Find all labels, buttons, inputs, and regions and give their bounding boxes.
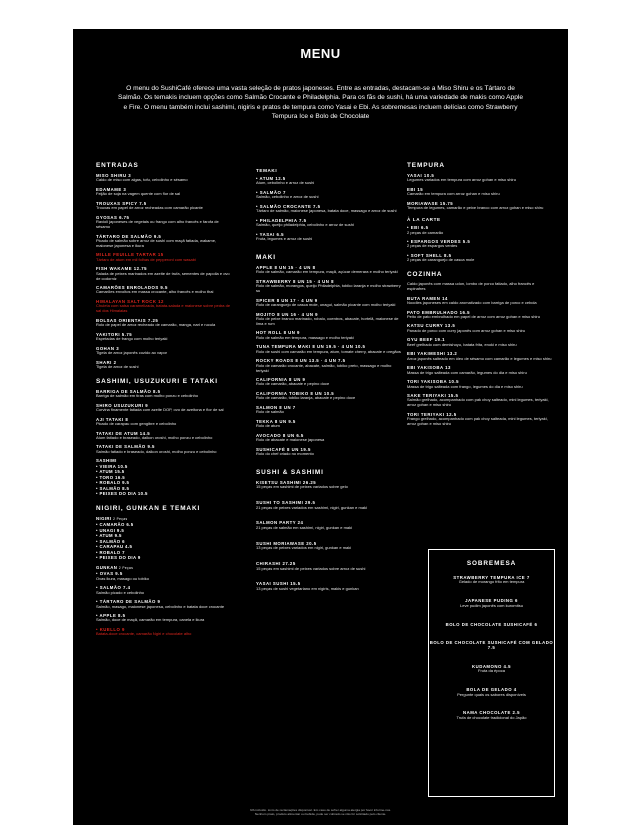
section-title-a-la-carte: À LA CARTE	[407, 217, 441, 223]
list-item: • PEIXES DO DIA 9	[96, 555, 141, 561]
menu-item	[96, 571, 231, 581]
item-desc: Ovas ikura, masago ou tobiko	[96, 575, 149, 581]
menu-item	[407, 323, 552, 333]
item-name: TATAKI DE ATUM 14.5	[96, 430, 151, 436]
item-name: TUNA TEMPURA MAKI 8 UN 19.5 · 4 UN 10.5	[256, 344, 366, 350]
list-item: • SALMÃO 6	[96, 538, 125, 544]
menu-item-highlight	[96, 299, 231, 314]
item-name: • PHILADELPHIA 7.5	[256, 217, 307, 223]
item-name: CALIFORNIA TOBIKO 8 UN 10.5	[256, 390, 335, 396]
item-desc: Tempura de legumes, camarão e peixe branco com arroz gohan e miso shiru	[407, 205, 544, 211]
dessert-item	[429, 598, 554, 608]
menu-item	[407, 296, 552, 306]
item-name: MOJITO 8 UN 16 · 4 UN 9	[256, 311, 319, 317]
menu-item	[256, 218, 404, 228]
item-desc: Batata-doce crocante, camarão Ngiri e chocolate alho	[96, 631, 192, 637]
menu-item	[256, 232, 404, 242]
list-item: • ROBALO 9.5	[96, 480, 130, 486]
section-title-sobremesa: SOBREMESA	[466, 560, 517, 567]
menu-item	[256, 447, 404, 457]
item-desc: Salmão, queijo philadelphia, cebolinho e arroz de sushi	[256, 222, 354, 228]
section-title-maki: MAKI	[256, 253, 276, 261]
menu-item	[407, 201, 552, 211]
item-name: GYOSAS 6.75	[96, 214, 130, 220]
item-desc: Caldo japonês com massa udon, lombo de porco fatiado, alho francês e espinafres	[407, 281, 535, 292]
item-name: AVOCADO 8 UN 6.5	[256, 432, 304, 438]
item-desc: Rolo de salmão, camarão em tempura, maçã, açúcar demerara e molho teriyaki	[256, 269, 398, 275]
item-desc: Feijão de soja na vagem quente com flor de sal	[96, 191, 181, 197]
sashimi-price-list	[96, 458, 231, 497]
item-name: JAPANESE PUDING 6	[465, 598, 518, 604]
menu-item	[256, 541, 404, 551]
menu-item	[407, 412, 552, 427]
item-name: TEKKA 8 UN 9.5	[256, 418, 296, 424]
item-desc: Salmão, masago, maionese japonesa, cebolinho e batata doce crocante	[96, 603, 225, 609]
item-desc: 13 peças de sushi vegetariano em nigiris, makis e gunkan	[256, 585, 359, 591]
item-name: TORI TERIYAKI 12.5	[407, 411, 457, 417]
item-desc: Salada de peixes marinados em azeite de trufa, sementes de papoila e ovo de codorniz	[96, 270, 230, 281]
item-desc: Trouxas em papel de arroz recheadas com camarão picante	[96, 205, 203, 211]
dessert-item	[429, 575, 554, 585]
item-name: BUTA RAMEN 14	[407, 295, 448, 301]
item-name: • ESPARGOS VERDES 5.5	[407, 239, 471, 245]
item-desc: Rolo do chef criado no momento	[256, 450, 314, 456]
item-name: GOHAN 3	[96, 345, 120, 351]
column-middle	[256, 168, 404, 595]
menu-item	[256, 265, 404, 275]
item-desc: Rolo de caranguejo de casca mole, unagui, salmão picante com molho teriyaki	[256, 302, 396, 308]
list-item: • ROBALO 7	[96, 549, 125, 555]
item-name: YASAI 10.5	[407, 173, 435, 178]
item-desc: 2 peças de caranguejo de casca mole	[407, 257, 475, 263]
item-name: • TÁRTARO DE SALMÃO 9	[96, 599, 161, 605]
item-desc: Salmão, doce de maçã, camarão em tempura, canela e ikura	[96, 617, 205, 623]
item-name: YAKITORI 5.75	[96, 331, 133, 337]
item-desc: Espetadas de frango com molho teriyaki	[96, 336, 168, 342]
item-desc: Frango grelhado, acompanhado com pak choy salteada, mini legumes, teriyaki, arroz gohan e miso shiru	[407, 416, 548, 427]
menu-item	[96, 266, 231, 281]
item-desc: Rolo de sushi com camarão em tempura, atum, tomate cherry, abacate e oregãos	[256, 348, 401, 354]
menu-item	[96, 403, 231, 413]
item-desc: Salmão picado e cebolinho	[96, 589, 145, 595]
menu-item	[407, 393, 552, 408]
item-name: STRAWBERRY 8 UN 15 · 4 UN 8	[256, 278, 334, 284]
item-name: • SALMÃO CROCANTE 7.5	[256, 203, 321, 209]
menu-item	[407, 379, 552, 389]
menu-item	[256, 312, 404, 327]
column-left	[96, 162, 231, 641]
item-name: BOLSAS ORIENTAIS 7.25	[96, 317, 159, 323]
item-name: SALMON 8 UN 7	[256, 404, 296, 410]
dessert-item	[429, 687, 554, 697]
gunkan-list	[96, 571, 231, 637]
sashimi-list	[96, 389, 231, 455]
item-desc: Peito de pato embrulhado em papel de arroz com arroz gohan e miso shiru	[407, 313, 540, 319]
item-name: HOT ROLL 8 UN 9	[256, 330, 300, 336]
item-desc: Corvina finamente fatiada com azeite DOP, ovo de azeitona e flor de sal	[96, 407, 224, 413]
item-desc: Noodles japoneses em caldo aromatizado com barriga de porco e cebola	[407, 300, 537, 306]
item-name: SPICER 8 UN 17 · 4 UN 9	[256, 297, 318, 303]
item-desc: Atum, cebolinho e arroz de sushi	[256, 180, 315, 186]
item-name: • APPLE 8.5	[96, 613, 126, 619]
item-desc: Beef grelhado com demishoyu, batata frita, enoki e miso shiru	[407, 341, 517, 347]
column-right	[407, 162, 552, 431]
section-title-sushi-sashimi: SUSHI & SASHIMI	[256, 468, 324, 476]
menu-item	[256, 433, 404, 443]
item-desc: Leve pudim japonês com kuromitsu	[460, 602, 523, 608]
item-name: • SALMÃO 7.4	[96, 585, 131, 591]
item-desc: Chuleta com salsa caramelizada, batata-salada e maionese sobre pedra de sal dos Himalaias	[96, 303, 231, 314]
item-name: • OVAS 9.5	[96, 571, 123, 577]
menu-item-highlight	[96, 252, 231, 262]
item-desc: Rolo de camarão, tobiko laranja, abacate e pepino doce	[256, 395, 356, 401]
item-name: • KUELLO 9	[96, 626, 125, 632]
item-name: KISETSU SASHIMI 26.25	[256, 479, 317, 485]
section-title-tempura: TEMPURA	[407, 162, 445, 169]
item-desc: Tigela de arroz japonês cozido ao vapor	[96, 350, 168, 355]
menu-item	[256, 279, 404, 294]
item-desc: Camarões envoltos em massa crocante, alho francês e molho thai	[96, 289, 214, 295]
item-name: FISH WAKAME 12.75	[96, 266, 148, 272]
item-name: KUDAMONO 4.5	[472, 663, 511, 669]
menu-item	[407, 282, 552, 292]
menu-item	[96, 173, 231, 183]
menu-item	[96, 332, 231, 342]
menu-item	[96, 431, 231, 441]
list-item: • CARAPAU 4.5	[96, 544, 133, 550]
menu-item	[96, 585, 231, 595]
sushi-sashimi-list	[256, 480, 404, 592]
item-name: SHARI 2	[96, 359, 117, 365]
menu-item	[256, 298, 404, 308]
item-name: SALMON PARTY 24	[256, 520, 304, 526]
list-note: 2 Peças	[118, 565, 134, 570]
item-name: MORIAWASE 15.75	[407, 200, 454, 206]
cozinha-list	[407, 282, 552, 427]
menu-item	[96, 318, 231, 328]
list-item: • TORO 16.5	[96, 474, 125, 480]
item-desc: Tártaro de atum em mil folhas de pepperoni com wasabi	[96, 256, 196, 262]
item-desc: Pergunte quais os sabores disponíveis	[457, 691, 526, 697]
item-desc: Ravioli japoneses de vegetais ou frango com alho francês e farofa de sésamo	[96, 219, 219, 230]
item-name: BOLO DE CHOCOLATE SUSHICAFÉ COM GELADO 7.5	[429, 640, 554, 651]
list-item: • CAMARÃO 6.5	[96, 522, 134, 528]
footer-note	[73, 808, 568, 816]
item-name: MISO SHIRU 3	[96, 173, 132, 178]
dessert-item	[429, 664, 554, 674]
list-item: • ATUM 9.5	[96, 533, 122, 539]
item-desc: Camarão em tempura com arroz gohan e miso shiru	[407, 191, 500, 197]
item-desc: Rolo de abacate e maionese japonesa	[256, 437, 325, 443]
list-title-text: GUNKAN	[96, 564, 118, 570]
menu-item	[256, 581, 404, 591]
item-desc: Picado de carapau com gengibre e cebolinho	[96, 421, 177, 427]
menu-item	[407, 239, 552, 249]
item-desc: Caldo de miso com algas, tofu, cebolinho e sésamo	[96, 177, 188, 183]
nigiri-price-list	[96, 516, 231, 561]
list-title: SASHIMI	[96, 458, 117, 464]
menu-item	[256, 520, 404, 530]
intro-text: O menu do SushiCafé oferece uma vasta seleção de pratos japoneses. Entre as entradas, destacam-se a Miso Shiru e os Tártaro de Salmão. Os temakis incluem opções como Salmão Crocante e Philadelphia. Para os fãs de sushi, há uma variedade de makis como Apple e Fire. O menu também inclui sashimi, nigiris e pratos de tempura como Yasai e Ebi. As sobremesas incluem delícias como Strawberry Tempura Ice e Bolo de Chocolate	[118, 85, 523, 121]
item-name: BOLO DE CHOCOLATE SUSHICAFÉ 6	[445, 621, 538, 627]
menu-item	[256, 391, 404, 401]
list-item: • VIEIRA 10.5	[96, 463, 128, 469]
item-name: TORI YAKISOBA 10.5	[407, 379, 459, 385]
section-title-temaki: TEMAKI	[256, 168, 278, 173]
menu-page	[73, 29, 568, 825]
dessert-item	[429, 640, 554, 651]
item-desc: Rolo de camarão crocante, abacate, salmão, tobiko preto, massago e molho teriyaki	[256, 362, 392, 373]
tempura-list	[407, 173, 552, 211]
menu-item	[256, 358, 404, 373]
item-name: • SALMÃO 7	[256, 189, 286, 195]
menu-item	[256, 480, 404, 490]
item-name: MILLE FEUILLE TARTAR 15	[96, 252, 164, 258]
item-name: EBI YAKISOBA 13	[407, 365, 451, 371]
menu-item	[407, 253, 552, 263]
dessert-item	[429, 710, 554, 720]
menu-item	[96, 215, 231, 230]
menu-item	[407, 337, 552, 347]
item-desc: 15 peças em sashimi de peixes variados sobre gelo	[256, 484, 348, 490]
item-name: SUSHI TO SASHIMI 29.5	[256, 500, 316, 506]
item-desc: Rolo de salmão	[256, 409, 284, 415]
section-title-cozinha: COZINHA	[407, 271, 443, 279]
list-note: 2 Peças	[113, 516, 128, 521]
item-desc: Panado de porco com curry japonês com arroz gohan e miso shiru	[407, 327, 526, 333]
item-desc: Rolo de atum	[256, 423, 280, 429]
menu-item	[256, 419, 404, 429]
menu-item	[96, 417, 231, 427]
entradas-list	[96, 173, 231, 370]
item-name: TROUXAS SPICY 7.5	[96, 200, 147, 206]
section-title-entradas: ENTRADAS	[96, 162, 139, 169]
menu-item	[256, 377, 404, 387]
menu-item	[407, 351, 552, 361]
item-desc: Trufa de chocolate tradicional do Japão	[456, 714, 527, 720]
item-name: SUSHICAFÉ 8 UN 19.5	[256, 446, 311, 452]
item-name: • YASAI 6.5	[256, 231, 285, 237]
item-desc: Salmão grelhado, acompanhado com pak choy salteado, mini legumes, teriyaki, arroz gohan e miso shiru	[407, 397, 549, 408]
item-name: • ATUM 12.5	[256, 176, 286, 181]
menu-item	[256, 405, 404, 415]
list-item: • PEIXES DO DIA 10.5	[96, 491, 148, 497]
menu-item	[256, 204, 404, 214]
footer-line: Nenhum prato, produto alimentar ou bebida, pode ser cobrado se não for solicitado pelo cliente.	[254, 812, 387, 816]
menu-item	[256, 344, 404, 354]
item-desc: Legumes variados em tempura com arroz gohan e miso shiru	[407, 177, 516, 183]
item-desc: 2 peças de camarão	[407, 229, 444, 235]
item-desc: Atum fatiado e braseado, daikon oroshi, molho ponzu e cebolinho	[96, 434, 213, 440]
item-desc: Fruta, legumes e arroz de sushi	[256, 236, 313, 242]
item-name: AJI TATAKI 8	[96, 416, 129, 422]
item-name: CALIFORNIA 8 UN 9	[256, 377, 306, 382]
menu-item	[96, 285, 231, 295]
item-name: HIMALAYAN SALT ROCK 12	[96, 298, 164, 304]
dessert-item	[429, 622, 554, 627]
section-title-sashimi: SASHIMI, USUZUKURI E TATAKI	[96, 377, 218, 385]
item-name: • SOFT SHELL 8.5	[407, 252, 452, 258]
menu-item	[96, 187, 231, 197]
dessert-box	[428, 549, 555, 797]
menu-item	[407, 310, 552, 320]
item-name: KATSU CURRY 13.5	[407, 323, 456, 329]
item-desc: Rolo de salmão em tempura, massago e molho teriyaki	[256, 334, 354, 340]
item-desc: Tigela de arroz de sushi	[96, 363, 139, 369]
menu-item	[407, 365, 552, 375]
item-name: TATAKI DE SALMÃO 9.5	[96, 444, 155, 450]
item-desc: Fruta da época	[478, 668, 505, 674]
item-desc: Rolo de peixe branco marinado, robalo, coentros, abacate, hortelã, maionese de lima e rum	[256, 315, 399, 326]
menu-item	[96, 389, 231, 399]
item-name: • EBI 6.5	[407, 225, 429, 231]
item-desc: 21 peças de salmão em sashimi, nigiri, gunkan e maki	[256, 524, 353, 530]
item-name: CHIRASHI 27.25	[256, 561, 296, 567]
item-desc: Rolo de salmão, morangos, queijo Philadelphia, tobiko laranja e molho strawberry su	[256, 283, 401, 294]
item-desc: Tártaro de salmão, maionese japonesa, batata doce, massago e arroz de sushi	[256, 208, 397, 214]
maki-list	[256, 265, 404, 457]
item-name: APPLE 8 UN 15 · 4 UN 8	[256, 264, 316, 270]
item-name: ROCKY ROADS 8 UN 13.5 · 4 UN 7.5	[256, 358, 346, 364]
item-desc: Barriga de salmão em tiras com molho ponzu e cebolinho	[96, 393, 199, 399]
item-name: STRAWBERRY TEMPURA ICE 7	[453, 575, 530, 580]
menu-item	[96, 444, 231, 454]
a-la-carte-list	[407, 225, 552, 263]
item-desc: Picado de salmão sobre arroz de sushi com maçã fatiada, wakame, maionese japonesa e ikura	[96, 237, 217, 248]
menu-item	[96, 613, 231, 623]
item-name: GYU BEEF 19.1	[407, 337, 446, 343]
item-name: YASAI SUSHI 15.5	[256, 581, 301, 587]
item-name: CAMARÕES ENROLADOS 9.5	[96, 285, 168, 291]
item-desc: Arroz japonês salteado em óleo de sésamo com camarão e legumes e miso shiru	[407, 355, 552, 361]
item-name: TÁRTARO DE SALMÃO 9.5	[96, 233, 162, 239]
menu-item	[407, 173, 552, 183]
section-title-nigiri: NIGIRI, GUNKAN E TEMAKI	[96, 504, 201, 512]
item-name: BOLA DE GELADO 4	[466, 687, 517, 693]
menu-item	[407, 225, 552, 235]
item-desc: Massa de trigo salteada com camarão, legumes do dia e miso shiru	[407, 369, 527, 375]
item-desc: 13 peças de peixes variados em nigiri, gunkan e maki	[256, 545, 352, 551]
menu-item-highlight	[96, 627, 231, 637]
menu-item	[96, 234, 231, 249]
item-name: EDAMAME 3	[96, 186, 127, 192]
item-name: PATO EMBRULHADO 16.5	[407, 309, 471, 315]
list-item: • UNAGI 9.5	[96, 527, 125, 533]
menu-item	[256, 561, 404, 571]
item-name: EBI YAKIMESHI 13.2	[407, 351, 458, 357]
menu-item	[407, 187, 552, 197]
item-desc: 21 peças de peixes variados em sashimi, nigiri, gunkan e maki	[256, 504, 367, 510]
menu-item	[256, 330, 404, 340]
list-item: • SALMÃO 8.5	[96, 485, 130, 491]
item-name: EBI 15	[407, 186, 424, 192]
item-desc: Gelado de morango frito em tempura	[458, 579, 525, 585]
page-title: MENU	[300, 46, 341, 61]
footer-line: IVA incluído. Livro de reclamações disponível. Em caso de sofrer alguma alergia por favor informe-nos.	[249, 808, 392, 812]
menu-item	[256, 190, 404, 200]
item-desc: Rolo de camarão, abacate e pepino doce	[256, 381, 330, 387]
menu-item	[256, 500, 404, 510]
item-desc: 2 peças de espargos verdes	[407, 243, 458, 249]
menu-item	[256, 176, 404, 186]
item-desc: Salmão, cebolinho e arroz de sushi	[256, 194, 319, 200]
item-name: BARRIGA DE SALMÃO 8.5	[96, 388, 161, 394]
menu-item	[96, 346, 231, 356]
temaki-list	[256, 176, 404, 242]
item-name: SAKE TERIYAKI 15.5	[407, 393, 459, 398]
item-desc: 15 peças em sashimi de peixes variados sobre arroz de sushi	[256, 565, 366, 571]
item-desc: Rolo de papel de arroz recheado de camarão, manga, nari e rucula	[96, 322, 216, 328]
item-desc: Massa de trigo salteada com frango, legumes do dia e miso shiru	[407, 383, 523, 389]
menu-item	[96, 360, 231, 370]
list-title-text: NIGIRI	[96, 515, 112, 521]
item-name: NAMA CHOCOLATE 2.5	[463, 710, 520, 716]
menu-item	[96, 599, 231, 609]
item-name: SUSHI MORIAWASE 20.5	[256, 540, 317, 546]
item-desc: Salmão fatiado e braseado, daikon oroshi, molho ponzu e cebolinho	[96, 448, 217, 454]
list-item: • ATUM 15.5	[96, 469, 125, 475]
menu-item	[96, 201, 231, 211]
item-name: SHIRO USUZUKURI 9	[96, 402, 149, 408]
